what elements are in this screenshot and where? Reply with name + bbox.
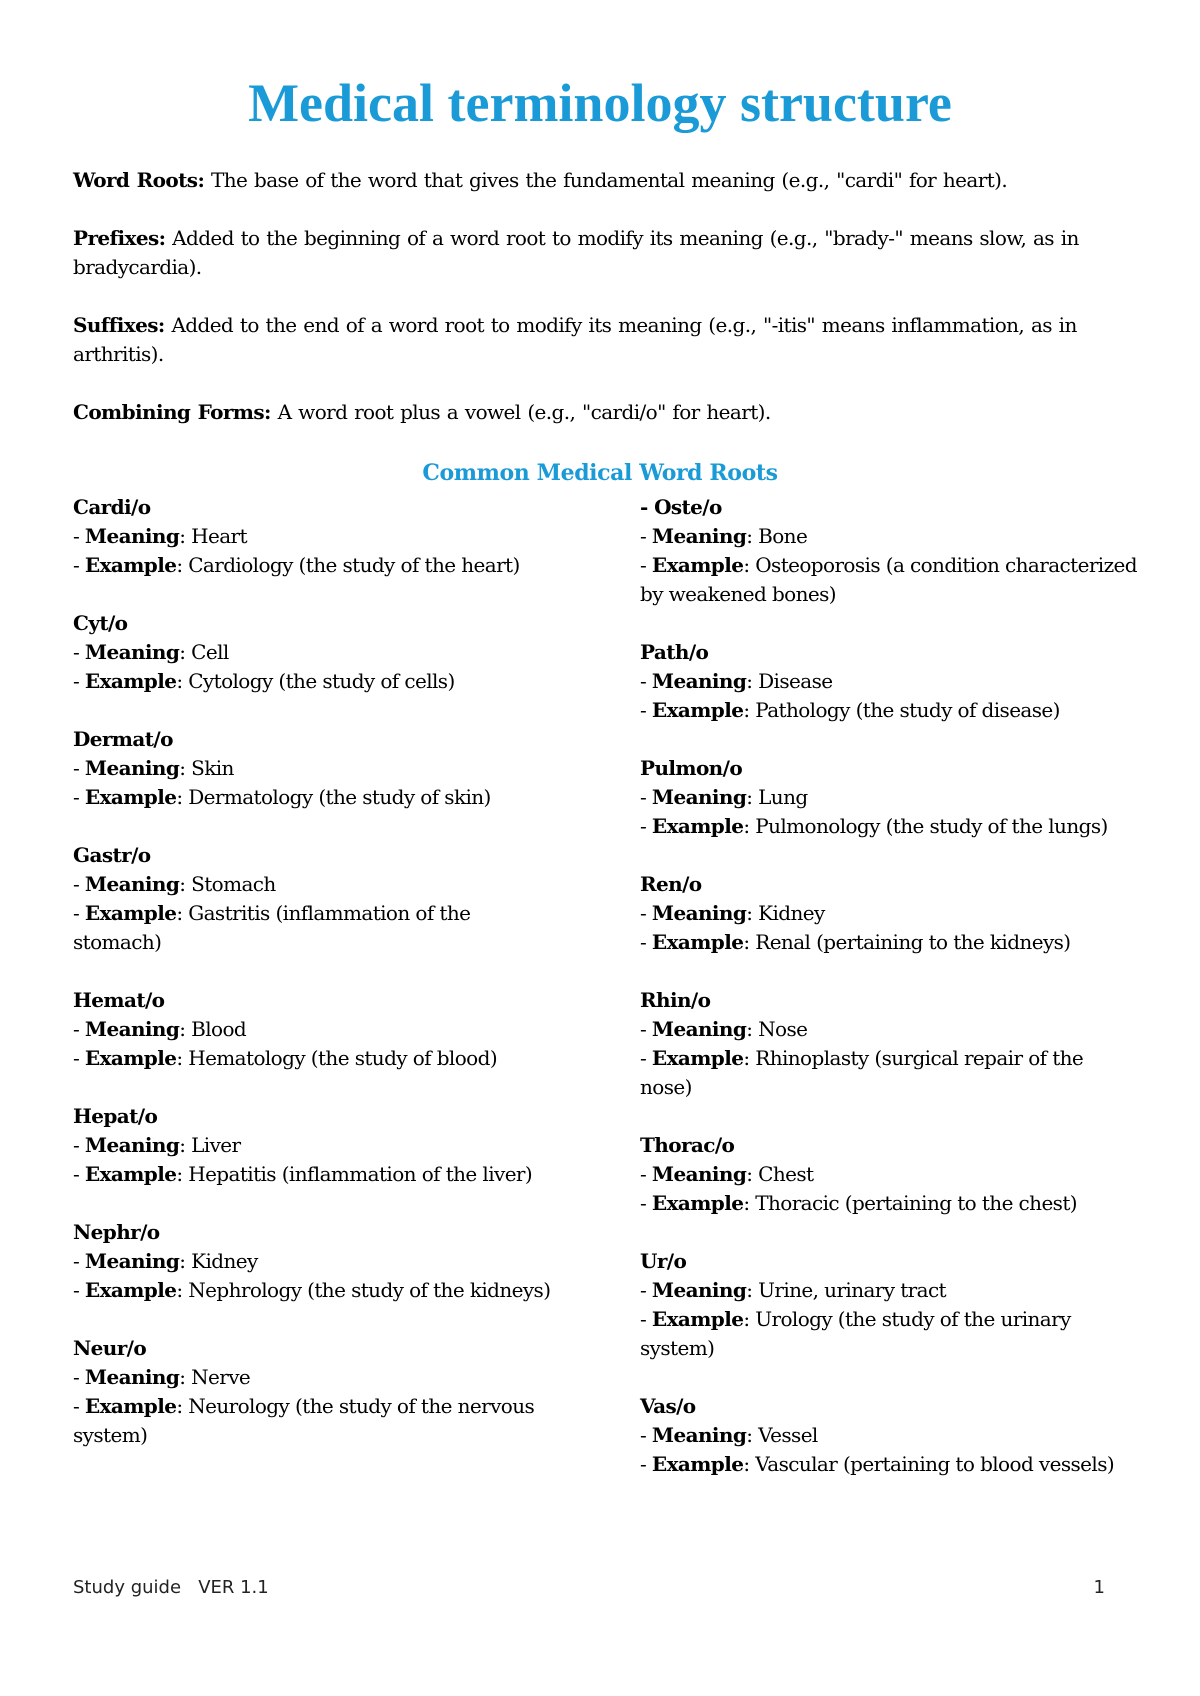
- example-value: Hepatitis (inflammation of the liver): [188, 1162, 533, 1186]
- bullet-dash: -: [73, 1133, 85, 1157]
- bullet-dash: -: [640, 901, 652, 925]
- word-root-example-line: [73, 667, 563, 696]
- word-root-meaning-line: [73, 1363, 563, 1392]
- meaning-value: Nose: [758, 1017, 808, 1041]
- meaning-value: Nerve: [191, 1365, 251, 1389]
- bullet-dash: -: [73, 524, 85, 548]
- word-root-entry: [73, 841, 563, 957]
- bullet-dash: -: [73, 1162, 85, 1186]
- word-root-name: Hemat/o: [73, 988, 165, 1012]
- bullet-dash: -: [73, 901, 85, 925]
- example-value: Gastritis (inflammation of the stomach): [73, 901, 471, 954]
- example-label: Example: [651, 1307, 744, 1331]
- meaning-value: Liver: [191, 1133, 241, 1157]
- bullet-dash: -: [640, 1046, 652, 1070]
- label-separator: :: [176, 553, 189, 577]
- definition-term: Word Roots:: [73, 168, 205, 192]
- meaning-label: Meaning: [651, 1162, 747, 1186]
- label-separator: :: [179, 1249, 192, 1273]
- meaning-value: Urine, urinary tract: [758, 1278, 946, 1302]
- meaning-value: Kidney: [758, 901, 825, 925]
- word-root-name: Pulmon/o: [640, 756, 743, 780]
- example-label: Example: [84, 1162, 177, 1186]
- label-separator: :: [743, 698, 756, 722]
- bullet-dash: -: [73, 1365, 85, 1389]
- label-separator: :: [176, 1162, 189, 1186]
- definition-term: Prefixes:: [73, 226, 166, 250]
- meaning-label: Meaning: [84, 524, 180, 548]
- example-value: Thoracic (pertaining to the chest): [755, 1191, 1077, 1215]
- word-root-example-line: [640, 1189, 1140, 1218]
- label-separator: :: [746, 1423, 759, 1447]
- meaning-label: Meaning: [84, 1133, 180, 1157]
- label-separator: :: [743, 1452, 756, 1476]
- label-separator: :: [179, 640, 192, 664]
- meaning-label: Meaning: [84, 872, 180, 896]
- word-root-entry: [73, 493, 563, 580]
- label-separator: :: [176, 901, 189, 925]
- bullet-dash: -: [73, 1249, 85, 1273]
- example-value: Urology (the study of the urinary system): [640, 1307, 1071, 1360]
- footer-label: Study guide VER 1.1: [73, 1577, 269, 1598]
- meaning-label: Meaning: [651, 669, 747, 693]
- label-separator: :: [743, 1307, 756, 1331]
- label-separator: :: [176, 1046, 189, 1070]
- meaning-label: Meaning: [84, 1017, 180, 1041]
- word-root-example-line: [640, 1450, 1140, 1479]
- word-root-entry: [73, 1334, 563, 1450]
- label-separator: :: [743, 1191, 756, 1215]
- word-roots-left-column: [73, 493, 563, 1479]
- example-label: Example: [84, 901, 177, 925]
- meaning-value: Chest: [758, 1162, 814, 1186]
- label-separator: :: [743, 814, 756, 838]
- bullet-dash: -: [640, 1278, 652, 1302]
- word-root-meaning-line: [73, 870, 563, 899]
- definitions-section: [73, 166, 1133, 456]
- bullet-dash: -: [640, 698, 652, 722]
- example-label: Example: [651, 553, 744, 577]
- meaning-label: Meaning: [651, 1278, 747, 1302]
- example-label: Example: [84, 1278, 177, 1302]
- example-label: Example: [651, 814, 744, 838]
- word-root-example-line: [73, 899, 563, 957]
- example-label: Example: [651, 698, 744, 722]
- word-root-meaning-line: [73, 1247, 563, 1276]
- meaning-label: Meaning: [651, 1017, 747, 1041]
- word-root-entry: [640, 754, 1140, 841]
- meaning-label: Meaning: [651, 1423, 747, 1447]
- label-separator: :: [179, 872, 192, 896]
- word-root-entry: [73, 1102, 563, 1189]
- bullet-dash: -: [640, 524, 652, 548]
- word-root-entry: [73, 609, 563, 696]
- meaning-label: Meaning: [84, 640, 180, 664]
- meaning-value: Bone: [758, 524, 808, 548]
- word-root-entry: [73, 725, 563, 812]
- word-root-example-line: [73, 1044, 563, 1073]
- word-root-entry: [640, 986, 1140, 1102]
- word-root-entry: [73, 986, 563, 1073]
- definition-combining-forms: [73, 398, 1133, 427]
- word-root-entry: [640, 870, 1140, 957]
- definition-term: Combining Forms:: [73, 400, 271, 424]
- meaning-value: Stomach: [191, 872, 276, 896]
- word-root-meaning-line: [640, 899, 1140, 928]
- word-root-name: - Oste/o: [640, 495, 722, 519]
- word-root-meaning-line: [640, 667, 1140, 696]
- meaning-value: Blood: [191, 1017, 247, 1041]
- word-root-meaning-line: [640, 1160, 1140, 1189]
- word-root-meaning-line: [73, 1015, 563, 1044]
- word-root-name: Dermat/o: [73, 727, 173, 751]
- example-label: Example: [84, 1046, 177, 1070]
- bullet-dash: -: [640, 814, 652, 838]
- label-separator: :: [746, 901, 759, 925]
- word-root-example-line: [73, 551, 563, 580]
- label-separator: :: [179, 1365, 192, 1389]
- word-root-meaning-line: [73, 638, 563, 667]
- meaning-value: Heart: [191, 524, 247, 548]
- word-root-name: Neur/o: [73, 1336, 147, 1360]
- bullet-dash: -: [640, 930, 652, 954]
- word-root-name: Nephr/o: [73, 1220, 160, 1244]
- word-root-name: Vas/o: [640, 1394, 696, 1418]
- definition-prefixes: [73, 224, 1133, 282]
- label-separator: :: [746, 524, 759, 548]
- bullet-dash: -: [640, 1017, 652, 1041]
- label-separator: :: [746, 669, 759, 693]
- example-value: Cardiology (the study of the heart): [188, 553, 520, 577]
- meaning-value: Cell: [191, 640, 229, 664]
- word-root-name: Thorac/o: [640, 1133, 735, 1157]
- bullet-dash: -: [73, 785, 85, 809]
- bullet-dash: -: [640, 785, 652, 809]
- label-separator: :: [179, 756, 192, 780]
- label-separator: :: [176, 1278, 189, 1302]
- definition-term: Suffixes:: [73, 313, 165, 337]
- bullet-dash: -: [640, 1452, 652, 1476]
- label-separator: :: [176, 785, 189, 809]
- bullet-dash: -: [640, 1307, 652, 1331]
- word-root-example-line: [640, 1044, 1140, 1102]
- word-root-entry: [640, 1247, 1140, 1363]
- definition-suffixes: [73, 311, 1133, 369]
- word-root-name: Path/o: [640, 640, 709, 664]
- example-value: Cytology (the study of cells): [188, 669, 455, 693]
- meaning-value: Skin: [191, 756, 234, 780]
- label-separator: :: [746, 1278, 759, 1302]
- example-label: Example: [651, 1452, 744, 1476]
- word-root-name: Cyt/o: [73, 611, 128, 635]
- meaning-value: Vessel: [758, 1423, 818, 1447]
- word-root-entry: [640, 638, 1140, 725]
- example-value: Rhinoplasty (surgical repair of the nose): [640, 1046, 1084, 1099]
- label-separator: :: [176, 669, 189, 693]
- meaning-label: Meaning: [651, 901, 747, 925]
- bullet-dash: -: [73, 553, 85, 577]
- example-value: Hematology (the study of blood): [188, 1046, 498, 1070]
- bullet-dash: -: [73, 1017, 85, 1041]
- label-separator: :: [743, 1046, 756, 1070]
- definition-text: A word root plus a vowel (e.g., "cardi/o" for heart).: [270, 400, 771, 424]
- example-value: Pulmonology (the study of the lungs): [755, 814, 1108, 838]
- meaning-label: Meaning: [84, 756, 180, 780]
- example-label: Example: [84, 1394, 177, 1418]
- definition-text: Added to the end of a word root to modify its meaning (e.g., "-itis" means inflammation, as in arthritis).: [73, 313, 1077, 366]
- label-separator: :: [746, 1017, 759, 1041]
- meaning-value: Lung: [758, 785, 808, 809]
- word-root-meaning-line: [73, 522, 563, 551]
- label-separator: :: [179, 524, 192, 548]
- example-label: Example: [651, 1046, 744, 1070]
- label-separator: :: [179, 1133, 192, 1157]
- word-root-meaning-line: [73, 1131, 563, 1160]
- example-value: Osteoporosis (a condition characterized by weakened bones): [640, 553, 1137, 606]
- definition-word-roots: [73, 166, 1133, 195]
- word-root-example-line: [640, 1305, 1140, 1363]
- example-label: Example: [84, 553, 177, 577]
- word-root-meaning-line: [640, 783, 1140, 812]
- bullet-dash: -: [73, 1046, 85, 1070]
- word-root-name: Gastr/o: [73, 843, 151, 867]
- label-separator: :: [746, 1162, 759, 1186]
- word-root-example-line: [640, 696, 1140, 725]
- word-root-entry: [640, 493, 1140, 609]
- definition-text: Added to the beginning of a word root to modify its meaning (e.g., "brady-" means slow, as in bradycardia).: [73, 226, 1079, 279]
- meaning-label: Meaning: [84, 1249, 180, 1273]
- word-root-entry: [73, 1218, 563, 1305]
- word-root-entry: [640, 1131, 1140, 1218]
- example-value: Dermatology (the study of skin): [188, 785, 491, 809]
- bullet-dash: -: [640, 1162, 652, 1186]
- bullet-dash: -: [73, 756, 85, 780]
- word-root-meaning-line: [73, 754, 563, 783]
- bullet-dash: -: [73, 1278, 85, 1302]
- word-root-entry: [640, 1392, 1140, 1479]
- word-root-example-line: [73, 1392, 563, 1450]
- word-root-example-line: [640, 551, 1140, 609]
- example-value: Neurology (the study of the nervous system): [73, 1394, 535, 1447]
- bullet-dash: -: [73, 872, 85, 896]
- word-root-name: Ren/o: [640, 872, 702, 896]
- word-root-name: Ur/o: [640, 1249, 687, 1273]
- meaning-value: Kidney: [191, 1249, 258, 1273]
- label-separator: :: [179, 1017, 192, 1041]
- word-root-meaning-line: [640, 1015, 1140, 1044]
- word-root-example-line: [73, 783, 563, 812]
- bullet-dash: -: [640, 1423, 652, 1447]
- example-label: Example: [84, 785, 177, 809]
- label-separator: :: [746, 785, 759, 809]
- meaning-label: Meaning: [651, 785, 747, 809]
- example-value: Pathology (the study of disease): [755, 698, 1060, 722]
- example-label: Example: [84, 669, 177, 693]
- meaning-label: Meaning: [651, 524, 747, 548]
- word-root-example-line: [640, 928, 1140, 957]
- word-root-name: Cardi/o: [73, 495, 151, 519]
- definition-text: The base of the word that gives the fundamental meaning (e.g., "cardi" for heart).: [204, 168, 1008, 192]
- label-separator: :: [176, 1394, 189, 1418]
- bullet-dash: -: [73, 669, 85, 693]
- meaning-value: Disease: [758, 669, 833, 693]
- bullet-dash: -: [73, 640, 85, 664]
- bullet-dash: -: [73, 1394, 85, 1418]
- section-heading: Common Medical Word Roots: [422, 460, 778, 486]
- example-label: Example: [651, 1191, 744, 1215]
- label-separator: :: [743, 553, 756, 577]
- bullet-dash: -: [640, 1191, 652, 1215]
- word-root-example-line: [640, 812, 1140, 841]
- page-title: Medical terminology structure: [248, 73, 952, 133]
- page-number: 1: [1093, 1577, 1105, 1598]
- word-roots-right-column: [640, 493, 1140, 1508]
- word-root-name: Hepat/o: [73, 1104, 158, 1128]
- example-value: Vascular (pertaining to blood vessels): [755, 1452, 1115, 1476]
- word-root-example-line: [73, 1160, 563, 1189]
- example-value: Nephrology (the study of the kidneys): [188, 1278, 551, 1302]
- label-separator: :: [743, 930, 756, 954]
- word-root-example-line: [73, 1276, 563, 1305]
- example-label: Example: [651, 930, 744, 954]
- meaning-label: Meaning: [84, 1365, 180, 1389]
- word-root-meaning-line: [640, 1276, 1140, 1305]
- bullet-dash: -: [640, 669, 652, 693]
- bullet-dash: -: [640, 553, 652, 577]
- word-root-name: Rhin/o: [640, 988, 711, 1012]
- word-root-meaning-line: [640, 522, 1140, 551]
- word-root-meaning-line: [640, 1421, 1140, 1450]
- example-value: Renal (pertaining to the kidneys): [755, 930, 1071, 954]
